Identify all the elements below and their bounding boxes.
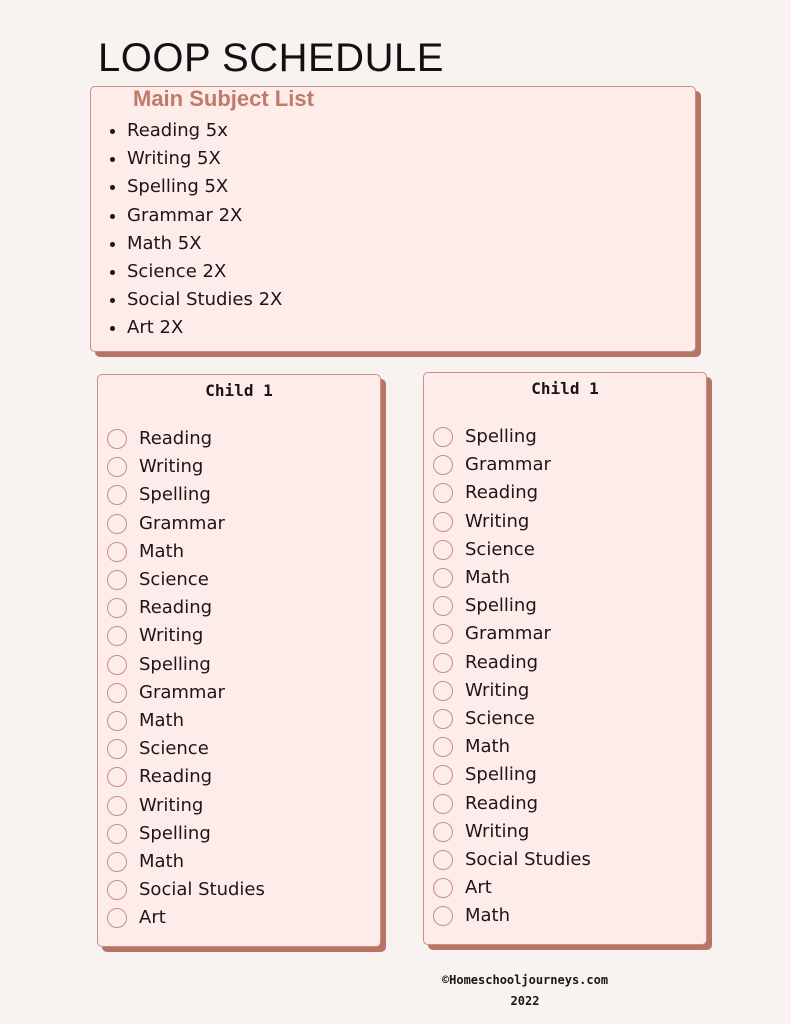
task-checkbox-circle[interactable] — [107, 739, 127, 759]
task-label: Science — [465, 707, 535, 729]
child-schedule-card-right — [423, 372, 707, 945]
task-label: Spelling — [465, 426, 537, 448]
task-item — [433, 649, 591, 677]
task-checkbox-circle[interactable] — [433, 540, 453, 560]
task-checkbox-circle[interactable] — [433, 765, 453, 785]
task-checkbox-circle[interactable] — [433, 596, 453, 616]
task-label: Math — [465, 905, 511, 927]
task-item — [433, 479, 591, 507]
main-subject-list-card — [90, 86, 696, 352]
task-item — [107, 707, 265, 735]
task-label: Social Studies — [465, 848, 591, 870]
task-item — [107, 735, 265, 763]
task-label: Spelling — [139, 653, 211, 675]
task-item — [433, 620, 591, 648]
task-label: Grammar — [465, 623, 551, 645]
child-schedule-card-left — [97, 374, 381, 947]
task-item — [433, 592, 591, 620]
task-label: Math — [465, 567, 511, 589]
task-checkbox-circle[interactable] — [107, 711, 127, 731]
task-item — [107, 481, 265, 509]
task-checkbox-circle[interactable] — [107, 683, 127, 703]
loop-task-list — [107, 425, 265, 932]
footer — [395, 970, 655, 1012]
subject-item: Grammar 2X — [108, 202, 282, 230]
task-checkbox-circle[interactable] — [433, 878, 453, 898]
task-checkbox-circle[interactable] — [107, 796, 127, 816]
task-checkbox-circle[interactable] — [433, 653, 453, 673]
task-checkbox-circle[interactable] — [107, 626, 127, 646]
task-item — [107, 904, 265, 932]
task-checkbox-circle[interactable] — [107, 880, 127, 900]
task-checkbox-circle[interactable] — [107, 824, 127, 844]
copyright-text: ©Homeschooljourneys.com — [441, 973, 609, 987]
task-label: Writing — [465, 820, 530, 842]
loop-task-list — [433, 423, 591, 930]
subject-item: Science 2X — [108, 258, 282, 286]
task-item — [433, 818, 591, 846]
task-item — [107, 791, 265, 819]
task-checkbox-circle[interactable] — [107, 655, 127, 675]
subject-item: Art 2X — [108, 314, 282, 342]
task-label: Writing — [139, 625, 204, 647]
task-item — [107, 651, 265, 679]
task-label: Grammar — [139, 512, 225, 534]
task-checkbox-circle[interactable] — [433, 822, 453, 842]
subject-item: Reading 5x — [108, 117, 282, 145]
task-item — [107, 679, 265, 707]
task-label: Science — [465, 538, 535, 560]
task-item — [433, 846, 591, 874]
task-checkbox-circle[interactable] — [433, 850, 453, 870]
task-item — [433, 508, 591, 536]
task-label: Reading — [139, 597, 213, 619]
subject-item: Social Studies 2X — [108, 286, 282, 314]
task-label: Science — [139, 738, 209, 760]
task-checkbox-circle[interactable] — [107, 598, 127, 618]
task-label: Writing — [465, 679, 530, 701]
task-checkbox-circle[interactable] — [433, 794, 453, 814]
task-label: Writing — [139, 456, 204, 478]
subject-item: Math 5X — [108, 230, 282, 258]
subject-item: Writing 5X — [108, 145, 282, 173]
task-label: Spelling — [139, 822, 211, 844]
task-checkbox-circle[interactable] — [433, 737, 453, 757]
task-item — [107, 622, 265, 650]
task-item — [107, 453, 265, 481]
main-subject-list-heading: Main Subject List — [133, 86, 314, 111]
task-item — [433, 902, 591, 930]
task-item — [107, 566, 265, 594]
task-label: Writing — [139, 794, 204, 816]
task-item — [107, 763, 265, 791]
task-label: Grammar — [465, 454, 551, 476]
task-checkbox-circle[interactable] — [107, 429, 127, 449]
task-item — [107, 876, 265, 904]
child-title: Child 1 — [531, 379, 599, 398]
task-checkbox-circle[interactable] — [107, 908, 127, 928]
page-title: LOOP SCHEDULE — [98, 36, 444, 80]
task-label: Reading — [465, 651, 539, 673]
task-checkbox-circle[interactable] — [107, 852, 127, 872]
task-checkbox-circle[interactable] — [107, 457, 127, 477]
task-item — [107, 538, 265, 566]
task-checkbox-circle[interactable] — [433, 427, 453, 447]
task-checkbox-circle[interactable] — [433, 681, 453, 701]
task-item — [433, 761, 591, 789]
task-item — [107, 820, 265, 848]
task-checkbox-circle[interactable] — [107, 570, 127, 590]
task-checkbox-circle[interactable] — [107, 767, 127, 787]
task-label: Math — [139, 850, 185, 872]
task-item — [433, 733, 591, 761]
copyright-year: 2022 — [510, 994, 540, 1008]
task-checkbox-circle[interactable] — [433, 624, 453, 644]
subject-item: Spelling 5X — [108, 173, 282, 201]
main-subject-list — [108, 117, 282, 343]
task-label: Art — [465, 877, 492, 899]
task-label: Writing — [465, 510, 530, 532]
task-checkbox-circle[interactable] — [107, 485, 127, 505]
task-label: Spelling — [139, 484, 211, 506]
task-checkbox-circle[interactable] — [433, 483, 453, 503]
task-label: Spelling — [465, 595, 537, 617]
task-label: Science — [139, 569, 209, 591]
task-checkbox-circle[interactable] — [433, 512, 453, 532]
task-checkbox-circle[interactable] — [433, 906, 453, 926]
task-checkbox-circle[interactable] — [433, 455, 453, 475]
task-item — [433, 451, 591, 479]
task-label: Math — [139, 540, 185, 562]
task-item — [107, 594, 265, 622]
task-checkbox-circle[interactable] — [107, 542, 127, 562]
task-item — [433, 536, 591, 564]
task-label: Spelling — [465, 764, 537, 786]
task-item — [433, 789, 591, 817]
task-item — [433, 705, 591, 733]
task-label: Art — [139, 907, 166, 929]
task-label: Reading — [465, 482, 539, 504]
task-label: Reading — [465, 792, 539, 814]
task-item — [433, 874, 591, 902]
task-label: Reading — [139, 428, 213, 450]
task-label: Reading — [139, 766, 213, 788]
task-checkbox-circle[interactable] — [107, 514, 127, 534]
task-item — [433, 564, 591, 592]
task-item — [433, 423, 591, 451]
task-label: Social Studies — [139, 879, 265, 901]
task-item — [107, 510, 265, 538]
task-item — [107, 848, 265, 876]
task-item — [433, 677, 591, 705]
task-item — [107, 425, 265, 453]
child-title: Child 1 — [205, 381, 273, 400]
task-checkbox-circle[interactable] — [433, 709, 453, 729]
task-label: Math — [139, 709, 185, 731]
task-checkbox-circle[interactable] — [433, 568, 453, 588]
task-label: Grammar — [139, 681, 225, 703]
task-label: Math — [465, 736, 511, 758]
